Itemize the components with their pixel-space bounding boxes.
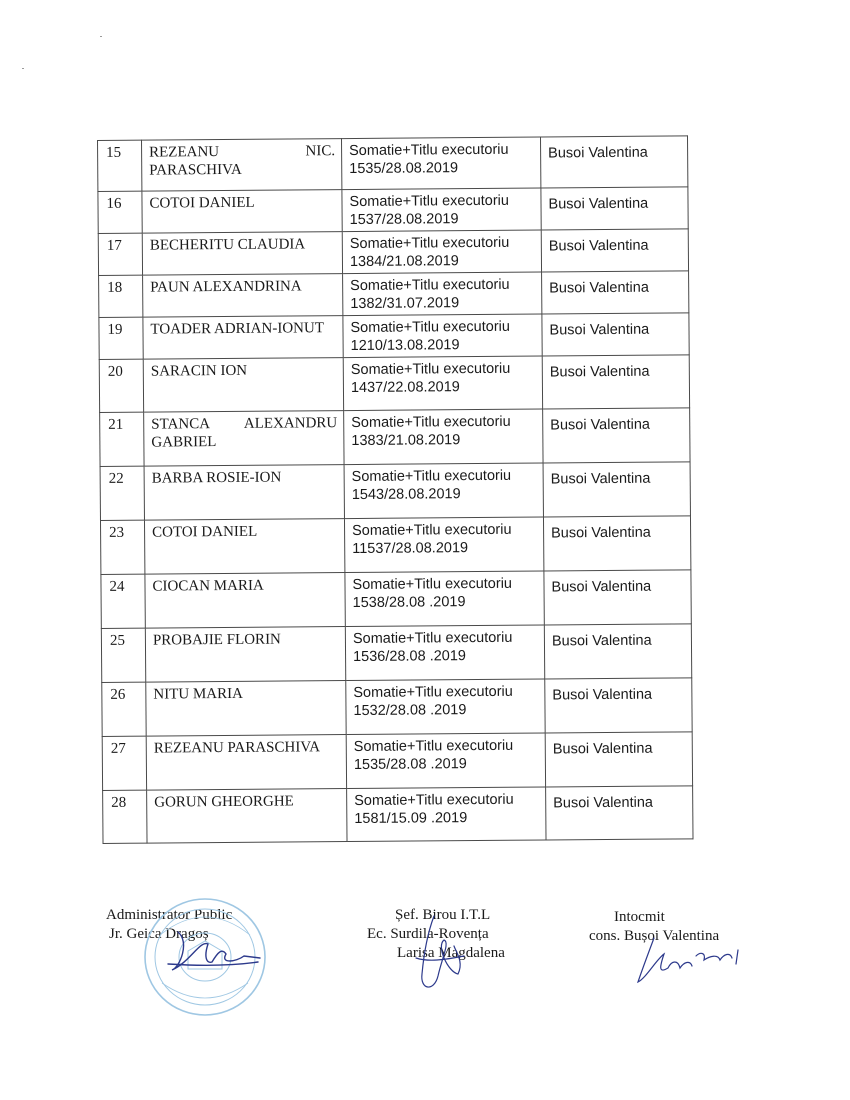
debtor-name-cell: SARACIN ION: [143, 358, 343, 413]
document-number-date: 1535/28.08.2019: [349, 160, 459, 178]
debtor-name-cell: COTOI DANIEL: [144, 519, 344, 575]
responsible-cell: Busoi Valentina: [541, 187, 688, 230]
debtor-name-cell: COTOI DANIEL: [142, 190, 342, 234]
responsible-cell: Busoi Valentina: [546, 786, 693, 840]
table-row: [100, 516, 690, 575]
admin-name: Jr. Geica Dragoș: [109, 926, 209, 942]
document-type: Somatie+Titlu executoriu: [351, 467, 512, 486]
document-number-date: 1210/13.08.2019: [350, 337, 460, 355]
document-number-date: 1537/28.08.2019: [349, 211, 459, 229]
document-type: Somatie+Titlu executoriu: [349, 234, 510, 253]
scan-speck: [22, 68, 24, 69]
debtor-name-cell: REZEANU PARASCHIVA: [146, 735, 346, 791]
document-number-date: 1543/28.08.2019: [351, 486, 461, 504]
scan-speck: [100, 36, 102, 37]
document-cell: [343, 356, 542, 411]
document-cell: [343, 314, 542, 358]
debtor-name-cell: BARBA ROSIE-ION: [144, 465, 344, 521]
document-number-date: 1536/28.08 .2019: [353, 648, 467, 666]
responsible-cell: Busoi Valentina: [541, 229, 688, 272]
document-type: Somatie+Titlu executoriu: [354, 791, 514, 810]
debtor-name-cell: PAUN ALEXANDRINA: [143, 274, 343, 318]
document-type: Somatie+Titlu executoriu: [350, 276, 510, 295]
table-row: [100, 462, 690, 521]
document-number-date: 1581/15.09 .2019: [354, 810, 468, 827]
responsible-cell: Busoi Valentina: [542, 313, 689, 356]
document-type: Somatie+Titlu executoriu: [350, 318, 510, 337]
debtor-name-cell: CIOCAN MARIA: [145, 573, 345, 629]
document-cell: [346, 679, 545, 735]
document-cell: [343, 272, 542, 316]
table-row: [100, 408, 690, 467]
row-number-cell: 18: [99, 275, 143, 317]
table-row: [103, 786, 693, 844]
responsible-cell: Busoi Valentina: [540, 136, 687, 188]
table-row: [101, 570, 691, 629]
debtor-name-cell: PROBAJIE FLORIN: [145, 627, 345, 683]
row-number-cell: 20: [99, 359, 143, 412]
intocmit-title: Intocmit: [614, 909, 665, 925]
debtor-name-cell: STANCA ALEXANDRU GABRIEL: [144, 411, 344, 467]
responsible-cell: Busoi Valentina: [543, 462, 690, 517]
records-table: [97, 135, 694, 844]
debtor-name-cell: TOADER ADRIAN-IONUT: [143, 316, 343, 360]
birou-signature-scribble: [404, 912, 474, 997]
document-type: Somatie+Titlu executoriu: [351, 413, 511, 432]
row-number-cell: 22: [100, 466, 144, 520]
document-number-date: 1384/21.08.2019: [349, 253, 459, 271]
document-type: Somatie+Titlu executoriu: [353, 737, 514, 756]
document-number-date: 1383/21.08.2019: [351, 432, 461, 450]
responsible-cell: Busoi Valentina: [543, 516, 690, 571]
responsible-cell: Busoi Valentina: [545, 678, 692, 733]
responsible-cell: Busoi Valentina: [544, 570, 691, 625]
table-body: [98, 136, 694, 844]
document-type: Somatie+Titlu executoriu: [349, 141, 509, 160]
responsible-cell: Busoi Valentina: [543, 408, 690, 463]
table-row: [99, 355, 689, 413]
document-cell: [341, 137, 540, 190]
document-type: Somatie+Titlu executoriu: [352, 575, 513, 594]
document-number-date: 1437/22.08.2019: [350, 379, 460, 397]
document-type: Somatie+Titlu executoriu: [352, 521, 512, 540]
document-type: Somatie+Titlu executoriu: [349, 192, 510, 211]
document-cell: [342, 230, 541, 274]
row-number-cell: 26: [102, 682, 146, 736]
responsible-cell: Busoi Valentina: [545, 732, 692, 787]
document-number-date: 1532/28.08 .2019: [353, 702, 467, 720]
row-number-cell: 25: [101, 628, 145, 682]
debtor-name-cell: REZEANU NIC. PARASCHIVA: [142, 139, 342, 192]
document-cell: [344, 409, 543, 465]
table-row: [99, 271, 689, 318]
debtor-name-cell: GORUN GHEORGHE: [147, 789, 347, 844]
intocmit-name: cons. Bușoi Valentina: [589, 928, 720, 944]
document-number-date: 11537/28.08.2019: [352, 540, 469, 558]
responsible-cell: Busoi Valentina: [544, 624, 691, 679]
debtor-name-cell: BECHERITU CLAUDIA: [142, 232, 342, 276]
row-number-cell: 24: [101, 574, 145, 628]
document-cell: [344, 517, 543, 573]
document-cell: [346, 733, 545, 789]
responsible-cell: Busoi Valentina: [542, 355, 689, 409]
document-number-date: 1538/28.08 .2019: [352, 594, 466, 612]
row-number-cell: 21: [100, 412, 144, 466]
birou-name-line2: Larisa Magdalena: [397, 945, 505, 961]
document-cell: [344, 463, 543, 519]
table-row: [98, 229, 688, 276]
table-row: [101, 624, 691, 683]
document-type: Somatie+Titlu executoriu: [352, 629, 513, 648]
admin-signature-scribble: [160, 922, 270, 982]
table-row: [98, 136, 688, 192]
responsible-cell: Busoi Valentina: [542, 271, 689, 314]
document-cell: [345, 625, 544, 681]
document-cell: [342, 188, 541, 232]
document-type: Somatie+Titlu executoriu: [350, 360, 511, 379]
row-number-cell: 16: [98, 191, 142, 233]
document-cell: [347, 787, 546, 842]
document-cell: [345, 571, 544, 627]
document-type: Somatie+Titlu executoriu: [353, 683, 513, 702]
admin-title: Administrator Public: [106, 907, 233, 923]
row-number-cell: 15: [98, 140, 142, 191]
birou-title: Șef. Birou I.T.L: [395, 907, 491, 923]
row-number-cell: 23: [100, 520, 144, 574]
table-row: [99, 313, 689, 360]
row-number-cell: 19: [99, 317, 143, 359]
row-number-cell: 27: [102, 736, 146, 790]
intocmit-signature-scribble: [634, 930, 754, 990]
document-number-date: 1535/28.08 .2019: [353, 756, 467, 774]
row-number-cell: 17: [98, 233, 142, 275]
debtor-name-cell: NITU MARIA: [146, 681, 346, 737]
table-row: [98, 187, 688, 234]
table-row: [102, 732, 692, 791]
row-number-cell: 28: [103, 790, 147, 843]
table-row: [102, 678, 692, 737]
document-number-date: 1382/31.07.2019: [350, 295, 460, 313]
birou-name-line1: Ec. Surdila-Rovența: [367, 926, 489, 942]
